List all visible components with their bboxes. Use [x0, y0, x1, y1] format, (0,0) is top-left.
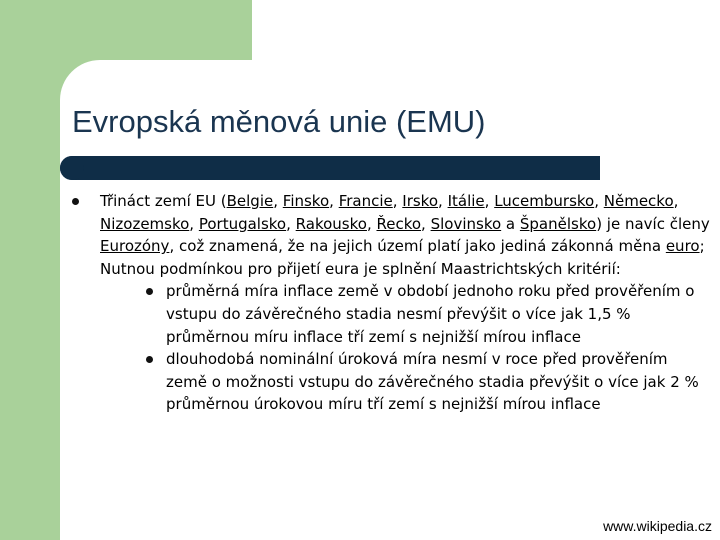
country-link-spanelsko[interactable]: Španělsko — [519, 214, 597, 233]
country-link-belgie[interactable]: Belgie — [226, 192, 274, 210]
criteria-list — [100, 280, 712, 416]
text-after-countries: ) je navíc členy — [596, 214, 710, 233]
country-link-rakousko[interactable]: Rakousko — [295, 214, 367, 233]
country-link-portugalsko[interactable]: Portugalsko — [198, 214, 287, 233]
title-divider-cap — [60, 156, 84, 180]
separator: , — [286, 214, 296, 233]
slide-content — [72, 190, 712, 416]
country-link-italie[interactable]: Itálie — [447, 192, 485, 210]
source-credit: www.wikipedia.cz — [603, 518, 712, 534]
separator: , — [673, 192, 679, 210]
text-after-euro: ; Nutnou podmínkou pro přijetí eura je splnění Maastrichtských kritérií: — [100, 237, 705, 278]
separator: , — [366, 214, 377, 233]
country-link-slovinsko[interactable]: Slovinsko — [430, 214, 502, 233]
slide-title: Evropská měnová unie (EMU) — [72, 104, 486, 139]
bullet-icon — [146, 356, 153, 363]
separator: , — [273, 192, 283, 210]
title-divider-bar — [60, 156, 600, 180]
criterion-text: dlouhodobá nominální úroková míra nesmí v roce před prověřením země o možnosti vstupu do závěrečného stadia převýšit o více jak 2 % průměrnou úrokovou míru tří zemí s nejnižší mírou inflace — [166, 350, 699, 414]
separator: , — [594, 192, 604, 210]
country-link-nemecko[interactable]: Německo — [603, 192, 674, 210]
bullet-icon — [146, 288, 153, 295]
eurozone-link[interactable]: Eurozóny — [100, 237, 170, 256]
country-link-irsko[interactable]: Irsko — [402, 192, 439, 210]
bullet-icon — [72, 198, 79, 205]
separator: , — [438, 192, 448, 210]
criterion-interest-rate — [100, 348, 712, 416]
country-link-finsko[interactable]: Finsko — [282, 192, 330, 210]
separator: , — [189, 214, 199, 233]
euro-link[interactable]: euro — [665, 237, 700, 256]
country-link-recko[interactable]: Řecko — [376, 214, 422, 233]
text-after-eurozone: , což znamená, že na jejich území platí jako jediná zákonná měna — [169, 237, 666, 256]
separator: , — [392, 192, 403, 210]
separator: , — [329, 192, 339, 210]
country-link-nizozemsko[interactable]: Nizozemsko — [100, 214, 190, 233]
main-bullet-text — [100, 190, 712, 280]
separator-and: a — [501, 214, 520, 233]
separator: , — [421, 214, 431, 233]
country-link-lucembursko[interactable]: Lucembursko — [494, 192, 595, 210]
country-link-francie[interactable]: Francie — [338, 192, 393, 210]
criterion-text: průměrná míra inflace země v období jednoho roku před prověřením o vstupu do závěrečného stadia nesmí převýšit o více jak 1,5 % průměrnou míru inflace tří zemí s nejnižší mírou inflace — [166, 282, 695, 346]
main-bullet-item — [72, 190, 712, 416]
separator: , — [484, 192, 495, 210]
intro-text: Třináct zemí EU ( — [100, 192, 227, 210]
criterion-inflation — [100, 280, 712, 348]
